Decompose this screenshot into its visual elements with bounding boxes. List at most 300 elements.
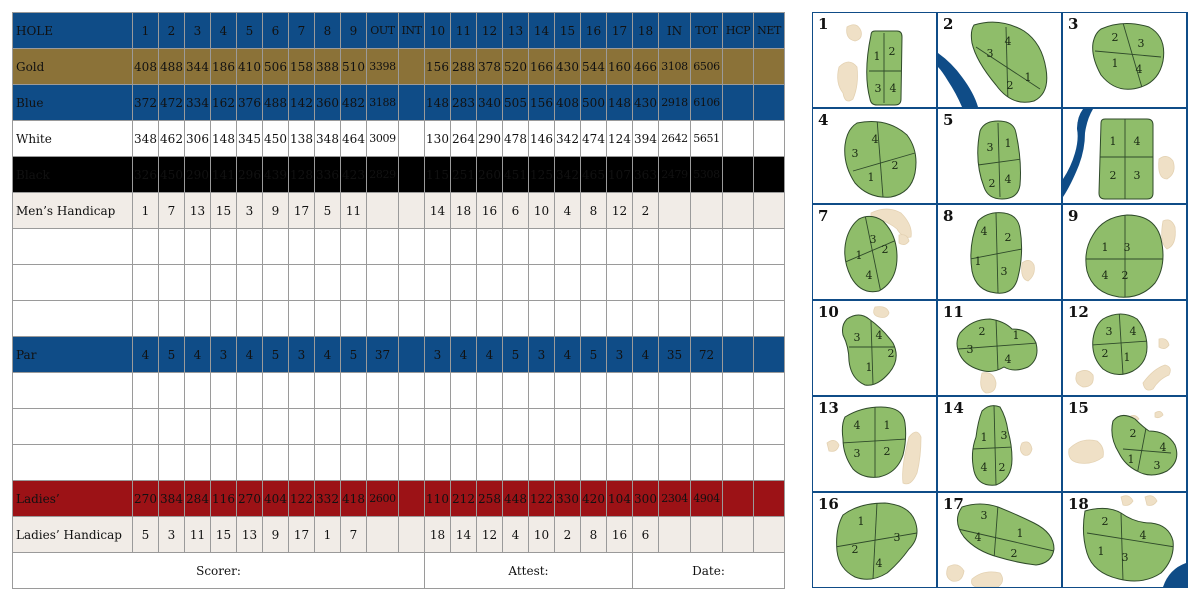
- score-entry-cell[interactable]: [633, 445, 659, 481]
- score-entry-cell[interactable]: [263, 409, 289, 445]
- score-entry-cell[interactable]: [754, 265, 785, 301]
- score-entry-cell[interactable]: [477, 409, 503, 445]
- blue-tee-row-10: 148: [425, 85, 451, 121]
- score-entry-cell[interactable]: [633, 301, 659, 337]
- score-entry-cell[interactable]: [529, 409, 555, 445]
- score-entry-cell[interactable]: [754, 229, 785, 265]
- score-entry-cell[interactable]: [185, 445, 211, 481]
- bunker-3: [1155, 411, 1163, 417]
- ladies-tee-row-5: 270: [237, 481, 263, 517]
- pin-position-label: 4: [980, 225, 988, 238]
- score-entry-cell[interactable]: [659, 373, 691, 409]
- header-tot: TOT: [691, 13, 723, 49]
- score-entry-cell[interactable]: [555, 373, 581, 409]
- score-entry-cell[interactable]: [754, 301, 785, 337]
- ladies-handicap-row-label: Ladies’ Handicap: [13, 517, 133, 553]
- ladies-tee-row-6: 404: [263, 481, 289, 517]
- score-entry-cell[interactable]: [503, 373, 529, 409]
- white-tee-row-hcp: [723, 121, 754, 157]
- pin-position-label: 4: [1004, 35, 1012, 48]
- score-entry-cell[interactable]: [691, 301, 723, 337]
- black-tee-row-4: 141: [211, 157, 237, 193]
- green-diagram-hole-14: [938, 397, 1061, 491]
- green-diagram-hole-7: [813, 205, 936, 299]
- score-entry-cell[interactable]: [451, 265, 477, 301]
- bunker-1: [1069, 440, 1104, 463]
- pin-position-label: 4: [1135, 63, 1143, 76]
- score-entry-cell[interactable]: [289, 373, 315, 409]
- score-entry-cell[interactable]: [451, 229, 477, 265]
- score-entry-cell[interactable]: [13, 229, 133, 265]
- pin-position-label: 4: [1159, 441, 1167, 454]
- pin-position-label: 1: [1109, 135, 1117, 148]
- gold-tee-row-11: 288: [451, 49, 477, 85]
- score-entry-cell[interactable]: [581, 373, 607, 409]
- score-entry-cell[interactable]: [13, 445, 133, 481]
- score-entry-cell[interactable]: [211, 265, 237, 301]
- pin-position-label: 4: [974, 531, 982, 544]
- hole-number-label: 4: [818, 111, 829, 129]
- score-entry-cell[interactable]: [159, 373, 185, 409]
- mens-handicap-row-16: 8: [581, 193, 607, 229]
- score-entry-cell[interactable]: [159, 445, 185, 481]
- score-entry-cell[interactable]: [555, 301, 581, 337]
- blue-tee-row-2: 472: [159, 85, 185, 121]
- score-entry-cell[interactable]: [341, 229, 367, 265]
- score-entry-cell[interactable]: [185, 301, 211, 337]
- score-entry-cell[interactable]: [607, 265, 633, 301]
- header-hcp: HCP: [723, 13, 754, 49]
- attest-field[interactable]: Attest:: [425, 553, 633, 589]
- par-row-1: 4: [133, 337, 159, 373]
- score-entry-cell[interactable]: [723, 373, 754, 409]
- score-entry-cell[interactable]: [723, 265, 754, 301]
- pin-position-label: 1: [1123, 351, 1131, 364]
- score-entry-cell[interactable]: [477, 445, 503, 481]
- pin-position-label: 3: [1000, 429, 1008, 442]
- score-entry-cell[interactable]: [133, 301, 159, 337]
- white-tee-row-3: 306: [185, 121, 211, 157]
- par-row-10: 3: [425, 337, 451, 373]
- par-row-label: Par: [13, 337, 133, 373]
- par-row-13: 5: [503, 337, 529, 373]
- pin-position-label: 2: [1101, 347, 1109, 360]
- pin-position-label: 4: [1139, 529, 1147, 542]
- score-entry-cell[interactable]: [723, 445, 754, 481]
- hole-number-label: 10: [818, 303, 839, 321]
- score-entry-cell[interactable]: [185, 409, 211, 445]
- bunker-1: [827, 440, 839, 451]
- score-entry-cell[interactable]: [185, 373, 211, 409]
- score-entry-cell[interactable]: [315, 445, 341, 481]
- pin-position-label: 4: [1101, 269, 1109, 282]
- score-entry-cell[interactable]: [263, 229, 289, 265]
- white-tee-row-13: 478: [503, 121, 529, 157]
- score-entry-cell[interactable]: [289, 229, 315, 265]
- score-entry-cell[interactable]: [159, 301, 185, 337]
- score-entry-cell[interactable]: [503, 409, 529, 445]
- score-entry-cell[interactable]: [607, 409, 633, 445]
- score-entry-cell[interactable]: [477, 229, 503, 265]
- score-entry-cell[interactable]: [451, 373, 477, 409]
- blue-tee-row-16: 500: [581, 85, 607, 121]
- score-entry-cell[interactable]: [555, 445, 581, 481]
- score-entry-cell[interactable]: [503, 445, 529, 481]
- score-entry-cell[interactable]: [367, 373, 399, 409]
- par-row-15: 4: [555, 337, 581, 373]
- score-entry-cell[interactable]: [425, 301, 451, 337]
- header-16: 16: [581, 13, 607, 49]
- ladies-handicap-row-out: [367, 517, 399, 553]
- score-entry-cell[interactable]: [237, 445, 263, 481]
- score-entry-cell[interactable]: [555, 265, 581, 301]
- pin-position-label: 3: [853, 331, 861, 344]
- header-8: 8: [315, 13, 341, 49]
- ladies-handicap-row-hcp: [723, 517, 754, 553]
- score-entry-cell[interactable]: [633, 409, 659, 445]
- score-entry-cell[interactable]: [529, 301, 555, 337]
- score-entry-cell[interactable]: [399, 301, 425, 337]
- score-entry-cell[interactable]: [607, 373, 633, 409]
- score-entry-cell[interactable]: [503, 265, 529, 301]
- pin-position-label: 1: [1097, 545, 1105, 558]
- score-entry-cell[interactable]: [607, 445, 633, 481]
- score-entry-cell[interactable]: [367, 265, 399, 301]
- score-entry-cell[interactable]: [13, 373, 133, 409]
- score-entry-cell[interactable]: [581, 265, 607, 301]
- header-15: 15: [555, 13, 581, 49]
- score-entry-cell[interactable]: [211, 409, 237, 445]
- score-entry-cell[interactable]: [529, 445, 555, 481]
- ladies-handicap-row-18: 6: [633, 517, 659, 553]
- header-4: 4: [211, 13, 237, 49]
- white-tee-row-5: 345: [237, 121, 263, 157]
- score-entry-cell[interactable]: [289, 445, 315, 481]
- ladies-score-row-1: [13, 373, 785, 409]
- score-entry-cell[interactable]: [263, 265, 289, 301]
- header-6: 6: [263, 13, 289, 49]
- score-entry-cell[interactable]: [425, 229, 451, 265]
- score-entry-cell[interactable]: [425, 265, 451, 301]
- hole-number-label: 3: [1068, 15, 1079, 33]
- blue-tee-row-1: 372: [133, 85, 159, 121]
- bunker-3: [1159, 339, 1169, 349]
- ladies-handicap-row-16: 8: [581, 517, 607, 553]
- score-entry-cell[interactable]: [477, 301, 503, 337]
- pin-position-label: 2: [881, 243, 889, 256]
- score-entry-cell[interactable]: [341, 445, 367, 481]
- score-entry-cell[interactable]: [159, 265, 185, 301]
- score-entry-cell[interactable]: [633, 373, 659, 409]
- hole-number-label: 14: [943, 399, 964, 417]
- mens-handicap-row-11: 18: [451, 193, 477, 229]
- bunker-1: [1022, 260, 1035, 281]
- score-entry-cell[interactable]: [754, 409, 785, 445]
- score-entry-cell[interactable]: [503, 229, 529, 265]
- score-entry-cell[interactable]: [237, 409, 263, 445]
- par-row-6: 5: [263, 337, 289, 373]
- par-row-8: 4: [315, 337, 341, 373]
- score-entry-cell[interactable]: [13, 265, 133, 301]
- blue-tee-row-hcp: [723, 85, 754, 121]
- score-entry-cell[interactable]: [211, 301, 237, 337]
- ladies-handicap-row-8: 1: [315, 517, 341, 553]
- pin-position-label: 2: [998, 461, 1006, 474]
- putting-green: [972, 406, 1012, 486]
- score-entry-cell[interactable]: [399, 373, 425, 409]
- gold-tee-row-13: 520: [503, 49, 529, 85]
- score-entry-cell[interactable]: [341, 265, 367, 301]
- hole-number-label: 12: [1068, 303, 1089, 321]
- score-entry-cell[interactable]: [289, 409, 315, 445]
- pin-position-label: 1: [867, 171, 875, 184]
- score-entry-cell[interactable]: [399, 445, 425, 481]
- pin-position-label: 1: [1101, 241, 1109, 254]
- score-entry-cell[interactable]: [263, 301, 289, 337]
- score-entry-cell[interactable]: [133, 373, 159, 409]
- score-entry-cell[interactable]: [159, 409, 185, 445]
- score-entry-cell[interactable]: [581, 445, 607, 481]
- score-entry-cell[interactable]: [607, 229, 633, 265]
- date-field[interactable]: Date:: [633, 553, 785, 589]
- white-tee-row-tot: 5651: [691, 121, 723, 157]
- ladies-handicap-row-net: [754, 517, 785, 553]
- ladies-tee-row-in: 2304: [659, 481, 691, 517]
- header-1: 1: [133, 13, 159, 49]
- score-entry-cell[interactable]: [367, 445, 399, 481]
- water-hazard-1: [938, 53, 978, 107]
- score-entry-cell[interactable]: [367, 409, 399, 445]
- score-entry-cell[interactable]: [425, 409, 451, 445]
- white-tee-row-int: [399, 121, 425, 157]
- score-entry-cell[interactable]: [133, 409, 159, 445]
- gold-tee-row-18: 466: [633, 49, 659, 85]
- score-entry-cell[interactable]: [659, 409, 691, 445]
- score-entry-cell[interactable]: [477, 265, 503, 301]
- black-tee-row-2: 450: [159, 157, 185, 193]
- score-entry-cell[interactable]: [723, 409, 754, 445]
- mens-score-row-1: [13, 229, 785, 265]
- score-entry-cell[interactable]: [477, 373, 503, 409]
- score-entry-cell[interactable]: [263, 373, 289, 409]
- mens-handicap-row-2: 7: [159, 193, 185, 229]
- hole-number-label: 1: [818, 15, 829, 33]
- score-entry-cell[interactable]: [691, 265, 723, 301]
- white-tee-row-12: 290: [477, 121, 503, 157]
- mens-handicap-row-13: 6: [503, 193, 529, 229]
- white-tee-row-label: White: [13, 121, 133, 157]
- score-entry-cell[interactable]: [211, 229, 237, 265]
- score-entry-cell[interactable]: [315, 301, 341, 337]
- blue-tee-row-int: [399, 85, 425, 121]
- pin-position-label: 2: [888, 45, 896, 58]
- score-entry-cell[interactable]: [341, 373, 367, 409]
- score-entry-cell[interactable]: [451, 445, 477, 481]
- score-entry-cell[interactable]: [211, 373, 237, 409]
- mens-handicap-row-6: 9: [263, 193, 289, 229]
- score-entry-cell[interactable]: [237, 229, 263, 265]
- bunker-1: [981, 373, 996, 393]
- header-13: 13: [503, 13, 529, 49]
- ladies-tee-row-hcp: [723, 481, 754, 517]
- score-entry-cell[interactable]: [691, 229, 723, 265]
- score-entry-cell[interactable]: [133, 229, 159, 265]
- green-map-7: [813, 205, 936, 299]
- black-tee-row-1: 326: [133, 157, 159, 193]
- hole-number-label: 9: [1068, 207, 1079, 225]
- white-tee-row-out: 3009: [367, 121, 399, 157]
- blue-tee-row-18: 430: [633, 85, 659, 121]
- score-entry-cell[interactable]: [399, 265, 425, 301]
- par-row-out: 37: [367, 337, 399, 373]
- mens-handicap-row-15: 4: [555, 193, 581, 229]
- ladies-handicap-row-17: 16: [607, 517, 633, 553]
- blue-tee-row-11: 283: [451, 85, 477, 121]
- gold-tee-row-7: 158: [289, 49, 315, 85]
- ladies-tee-row-1: 270: [133, 481, 159, 517]
- pin-position-label: 1: [857, 515, 865, 528]
- pin-position-label: 1: [1004, 137, 1012, 150]
- score-entry-cell[interactable]: [13, 409, 133, 445]
- header-11: 11: [451, 13, 477, 49]
- score-entry-cell[interactable]: [659, 265, 691, 301]
- score-entry-cell[interactable]: [237, 301, 263, 337]
- pin-position-label: 1: [1127, 453, 1135, 466]
- score-entry-cell[interactable]: [289, 301, 315, 337]
- score-entry-cell[interactable]: [659, 445, 691, 481]
- ladies-tee-row-11: 212: [451, 481, 477, 517]
- score-entry-cell[interactable]: [529, 373, 555, 409]
- score-entry-cell[interactable]: [451, 301, 477, 337]
- score-entry-cell[interactable]: [723, 301, 754, 337]
- score-entry-cell[interactable]: [159, 229, 185, 265]
- score-entry-cell[interactable]: [425, 445, 451, 481]
- score-entry-cell[interactable]: [367, 301, 399, 337]
- pin-position-label: 3: [1137, 37, 1145, 50]
- pin-position-label: 1: [1111, 57, 1119, 70]
- hole-number-label: 18: [1068, 495, 1089, 513]
- gold-tee-row-6: 506: [263, 49, 289, 85]
- pin-position-label: 1: [974, 255, 982, 268]
- pin-position-label: 3: [869, 233, 877, 246]
- score-entry-cell[interactable]: [425, 373, 451, 409]
- score-entry-cell[interactable]: [754, 445, 785, 481]
- pin-position-label: 2: [1004, 231, 1012, 244]
- score-entry-cell[interactable]: [581, 409, 607, 445]
- ladies-tee-row: [13, 481, 785, 517]
- black-tee-row-16: 465: [581, 157, 607, 193]
- score-entry-cell[interactable]: [723, 229, 754, 265]
- ladies-tee-row-15: 330: [555, 481, 581, 517]
- pin-position-label: 1: [980, 431, 988, 444]
- par-row-17: 3: [607, 337, 633, 373]
- black-tee-row-13: 451: [503, 157, 529, 193]
- blue-tee-row-3: 334: [185, 85, 211, 121]
- score-entry-cell[interactable]: [263, 445, 289, 481]
- gold-tee-row-3: 344: [185, 49, 211, 85]
- score-entry-cell[interactable]: [133, 265, 159, 301]
- score-entry-cell[interactable]: [133, 445, 159, 481]
- score-entry-cell[interactable]: [691, 445, 723, 481]
- score-entry-cell[interactable]: [691, 409, 723, 445]
- ladies-tee-row-int: [399, 481, 425, 517]
- white-tee-row-10: 130: [425, 121, 451, 157]
- score-entry-cell[interactable]: [315, 373, 341, 409]
- score-entry-cell[interactable]: [529, 265, 555, 301]
- mens-handicap-row-4: 15: [211, 193, 237, 229]
- hole-number-label: 6: [1068, 111, 1079, 129]
- score-entry-cell[interactable]: [581, 301, 607, 337]
- score-entry-cell[interactable]: [185, 229, 211, 265]
- mens-handicap-row-out: [367, 193, 399, 229]
- scorer-field[interactable]: Scorer:: [13, 553, 425, 589]
- gold-tee-row-14: 166: [529, 49, 555, 85]
- score-entry-cell[interactable]: [289, 265, 315, 301]
- score-entry-cell[interactable]: [633, 229, 659, 265]
- score-entry-cell[interactable]: [185, 265, 211, 301]
- gold-tee-row-out: 3398: [367, 49, 399, 85]
- pin-position-label: 4: [875, 557, 883, 570]
- score-entry-cell[interactable]: [659, 229, 691, 265]
- score-entry-cell[interactable]: [399, 229, 425, 265]
- green-diagram-hole-4: [813, 109, 936, 203]
- header-net: NET: [754, 13, 785, 49]
- score-entry-cell[interactable]: [13, 301, 133, 337]
- par-row: [13, 337, 785, 373]
- mens-handicap-row-17: 12: [607, 193, 633, 229]
- score-entry-cell[interactable]: [555, 409, 581, 445]
- mens-handicap-row-10: 14: [425, 193, 451, 229]
- pin-position-label: 3: [1153, 459, 1161, 472]
- score-entry-cell[interactable]: [399, 409, 425, 445]
- green-diagram-hole-18: [1063, 493, 1186, 587]
- gold-tee-row-1: 408: [133, 49, 159, 85]
- score-entry-cell[interactable]: [451, 409, 477, 445]
- blue-tee-row-in: 2918: [659, 85, 691, 121]
- score-entry-cell[interactable]: [555, 229, 581, 265]
- score-entry-cell[interactable]: [754, 373, 785, 409]
- gold-tee-row-label: Gold: [13, 49, 133, 85]
- score-entry-cell[interactable]: [315, 229, 341, 265]
- pin-position-label: 2: [1121, 269, 1129, 282]
- header-hole: HOLE: [13, 13, 133, 49]
- score-entry-cell[interactable]: [581, 229, 607, 265]
- score-entry-cell[interactable]: [237, 265, 263, 301]
- score-entry-cell[interactable]: [367, 229, 399, 265]
- blue-tee-row-net: [754, 85, 785, 121]
- white-tee-row-14: 146: [529, 121, 555, 157]
- par-row-5: 4: [237, 337, 263, 373]
- score-entry-cell[interactable]: [691, 373, 723, 409]
- score-entry-cell[interactable]: [211, 445, 237, 481]
- score-entry-cell[interactable]: [529, 229, 555, 265]
- score-entry-cell[interactable]: [315, 409, 341, 445]
- pin-position-label: 2: [851, 543, 859, 556]
- score-entry-cell[interactable]: [503, 301, 529, 337]
- par-row-9: 5: [341, 337, 367, 373]
- score-entry-cell[interactable]: [659, 301, 691, 337]
- ladies-handicap-row-9: 7: [341, 517, 367, 553]
- score-entry-cell[interactable]: [633, 265, 659, 301]
- score-entry-cell[interactable]: [607, 301, 633, 337]
- score-entry-cell[interactable]: [315, 265, 341, 301]
- score-entry-cell[interactable]: [237, 373, 263, 409]
- mens-handicap-row-1: 1: [133, 193, 159, 229]
- white-tee-row-net: [754, 121, 785, 157]
- score-entry-cell[interactable]: [341, 301, 367, 337]
- score-entry-cell[interactable]: [341, 409, 367, 445]
- gold-tee-row-5: 410: [237, 49, 263, 85]
